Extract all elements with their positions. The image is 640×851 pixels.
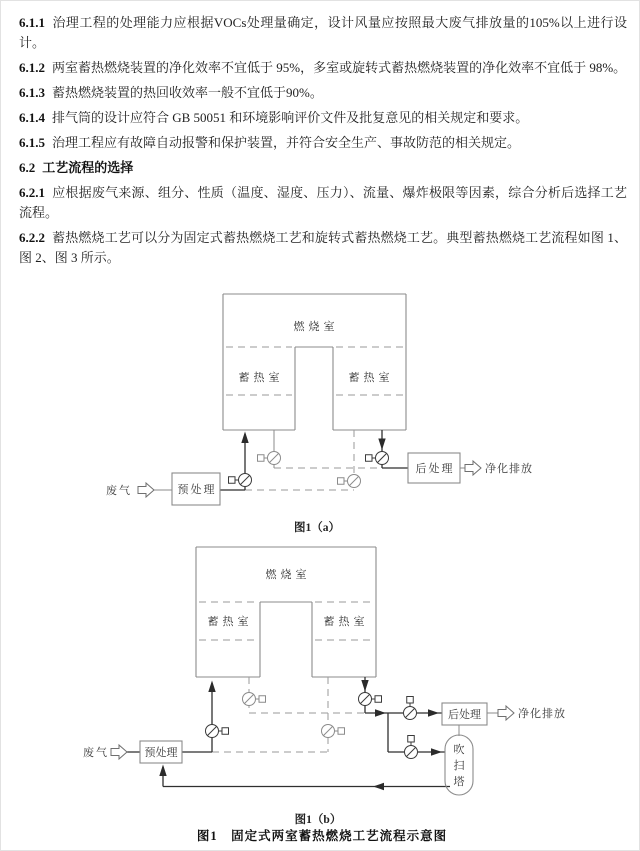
subfigure-b-caption: 图1（b） — [294, 814, 342, 826]
clause-6-1-5 — [19, 133, 627, 153]
valve-icon — [229, 474, 252, 487]
clause-body: 蓄热燃烧工艺可以分为固定式蓄热燃烧工艺和旋转式蓄热燃烧工艺。典型蓄热燃烧工艺流程如图 1、图 2、图 3 所示。 — [19, 230, 627, 265]
arrow-left-return-icon — [373, 783, 384, 790]
section-heading-6-2 — [19, 158, 627, 178]
clause-body: 治理工程应有故障自动报警和保护装置，并符合安全生产、事故防范的相关规定。 — [52, 135, 521, 150]
pretreatment-label: 预处理 — [177, 484, 217, 496]
hollow-arrow-inlet-icon — [138, 483, 154, 497]
hollow-arrow-outlet-icon — [465, 461, 481, 475]
gray-pipes-a — [153, 430, 465, 490]
clause-6-1-1 — [19, 13, 627, 53]
clause-number: 6.2 — [19, 160, 36, 175]
arrow-right-to-posttreatment-icon — [428, 709, 439, 716]
valve-icon — [405, 736, 418, 759]
waste-gas-label: 废气 — [83, 747, 109, 759]
combustion-chamber-label: 燃烧室 — [293, 321, 339, 333]
svg-text:吹: 吹 — [453, 744, 465, 756]
clause-number: 6.1.4 — [19, 110, 45, 125]
clause-6-1-3 — [19, 83, 627, 103]
hollow-arrow-inlet-icon — [111, 745, 127, 759]
clause-number: 6.1.2 — [19, 60, 45, 75]
clause-6-2-2 — [19, 228, 627, 268]
clause-number: 6.2.1 — [19, 185, 45, 200]
arrow-up-to-pretreatment-icon — [159, 765, 166, 777]
valve-icon — [404, 697, 417, 720]
valve-icon — [258, 452, 281, 465]
arrow-right-to-junction-icon — [375, 709, 386, 716]
subfigure-a-caption: 图1（a） — [294, 522, 340, 534]
svg-text:塔: 塔 — [453, 776, 465, 788]
posttreatment-label: 后处理 — [448, 709, 481, 721]
combustion-chamber-label: 燃烧室 — [265, 569, 311, 581]
pretreatment-label: 预处理 — [144, 747, 178, 759]
purge-tower-vessel — [445, 735, 473, 795]
gray-pipes-b — [459, 713, 498, 736]
posttreatment-box — [442, 703, 487, 725]
valve-icon — [366, 452, 389, 465]
regenerator-left-label: 蓄热室 — [207, 616, 253, 628]
clause-body: 蓄热燃烧装置的热回收效率一般不宜低于90%。 — [52, 85, 323, 100]
clause-number: 6.1.5 — [19, 135, 45, 150]
main-flow-a — [220, 430, 408, 490]
arrow-up-left-inlet-icon — [241, 432, 248, 444]
arrow-right-to-purge-tower-icon — [431, 748, 442, 755]
arrow-up-left-inlet-icon — [208, 681, 215, 693]
clause-number: 6.2.2 — [19, 230, 45, 245]
figure-1-caption: 图1 固定式两室蓄热燃烧工艺流程示意图 — [196, 829, 448, 843]
arrow-down-right-outlet-icon — [378, 439, 385, 451]
svg-text:扫: 扫 — [453, 760, 465, 772]
furnace-outline-a — [223, 294, 406, 430]
regenerator-right-label: 蓄热室 — [323, 616, 369, 628]
purge-tower-label — [454, 742, 465, 788]
valve-icon — [338, 475, 361, 488]
furnace-outline-b — [196, 547, 376, 677]
standby-lines-a — [245, 430, 382, 490]
clause-text-block — [0, 0, 640, 268]
standby-lines-b — [212, 677, 365, 752]
furnace-dividers-a — [226, 347, 403, 395]
clause-body: 治理工程的处理能力应根据VOCs处理量确定，设计风量应按照最大废气排放量的105%以上进行设计。 — [19, 15, 627, 50]
clause-body: 两室蓄热燃烧装置的净化效率不宜低于 95%，多室或旋转式蓄热燃烧装置的净化效率不宜低于 98%。 — [52, 60, 627, 75]
clean-discharge-label: 净化排放 — [518, 708, 566, 720]
clause-body: 排气筒的设计应符合 GB 50051 和环境影响评价文件及批复意见的相关规定和要求。 — [52, 110, 529, 125]
valve-icon — [359, 693, 382, 706]
valve-icon — [206, 725, 229, 738]
regenerator-right-label: 蓄热室 — [348, 372, 394, 384]
clause-body: 应根据废气来源、组分、性质（温度、湿度、压力）、流量、爆炸极限等因素，综合分析后选择工艺流程。 — [19, 185, 627, 220]
main-flow-b — [126, 677, 450, 787]
valve-icon — [322, 725, 345, 738]
clause-6-1-2 — [19, 58, 627, 78]
clause-6-1-4 — [19, 108, 627, 128]
posttreatment-label: 后处理 — [415, 463, 455, 475]
valve-icon — [243, 693, 266, 706]
posttreatment-box — [408, 453, 460, 483]
regenerator-left-label: 蓄热室 — [238, 372, 284, 384]
clause-body: 工艺流程的选择 — [42, 160, 134, 175]
figure-1a — [106, 294, 533, 534]
pretreatment-box — [140, 741, 182, 763]
furnace-dividers-b — [199, 602, 373, 640]
clause-6-2-1 — [19, 183, 627, 223]
waste-gas-label: 废气 — [106, 485, 132, 497]
pretreatment-box — [172, 473, 220, 505]
clause-number: 6.1.3 — [19, 85, 45, 100]
hollow-arrow-outlet-icon — [498, 706, 514, 720]
clause-number: 6.1.1 — [19, 15, 45, 30]
arrow-down-right-outlet-icon — [361, 680, 368, 692]
clean-discharge-label: 净化排放 — [485, 463, 533, 475]
figure-1b — [83, 547, 566, 826]
